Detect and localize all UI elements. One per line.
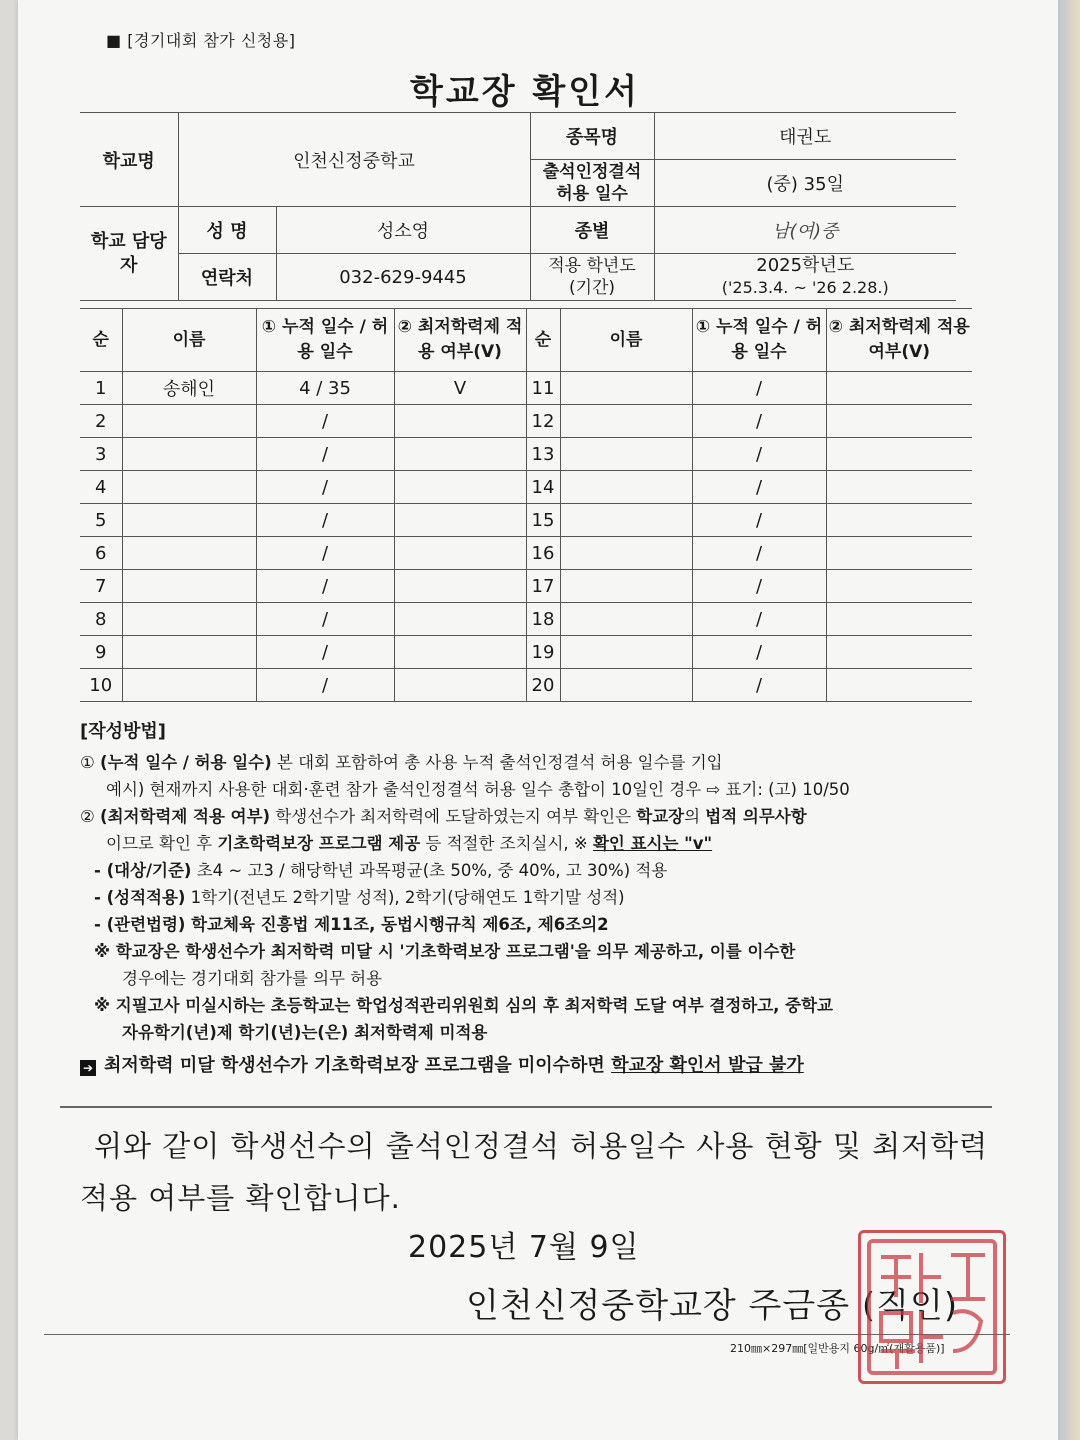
instruction-1 xyxy=(80,749,990,776)
item-2-number: ② xyxy=(80,807,95,826)
row-number: 4 xyxy=(80,471,122,504)
paper-spec: 210㎜×297㎜[일반용지 60g/㎡(재활용품)] xyxy=(730,1342,945,1355)
sub-target-label: - (대상/기준) xyxy=(94,861,192,880)
min-academic-check xyxy=(394,636,526,669)
min-academic-check xyxy=(826,504,972,537)
manager-label: 학교 담당자 xyxy=(80,207,178,301)
absence-days: / xyxy=(256,570,394,603)
note-2-line-1: ※ 지필고사 미실시하는 초등학교는 학업성적관리위원회 심의 후 최저학력 도달 여부 결정하고, 중학교 xyxy=(94,996,833,1015)
row-number: 19 xyxy=(526,636,560,669)
manager-name-value: 성소영 xyxy=(276,207,530,254)
row-number: 12 xyxy=(526,405,560,438)
student-name xyxy=(560,669,692,702)
row-number: 20 xyxy=(526,669,560,702)
background-edge xyxy=(1058,0,1080,1440)
header-min-right: ② 최저학력제 적용 여부(V) xyxy=(826,309,972,372)
min-academic-check xyxy=(826,438,972,471)
statement-line-1: 위와 같이 학생선수의 출석인정결석 허용일수 사용 현황 및 최저학력 xyxy=(94,1129,989,1163)
instructions xyxy=(80,718,990,1079)
student-name: 송해인 xyxy=(122,372,256,405)
student-name xyxy=(560,537,692,570)
issuance-notice xyxy=(80,1052,990,1079)
gender-label: 종별 xyxy=(530,207,654,254)
row-number: 1 xyxy=(80,372,122,405)
row-number: 5 xyxy=(80,504,122,537)
year-period: ('25.3.4. ~ '26 2.28.) xyxy=(721,278,889,297)
row-number: 18 xyxy=(526,603,560,636)
row-number: 13 xyxy=(526,438,560,471)
min-academic-check xyxy=(826,570,972,603)
note-1-line-2: 경우에는 경기대회 참가를 의무 허용 xyxy=(122,969,383,988)
header-days-right: ① 누적 일수 / 허용 일수 xyxy=(692,309,826,372)
header-no-left: 순 xyxy=(80,309,122,372)
roster-table xyxy=(80,308,972,702)
notice-underlined: 학교장 확인서 발급 불가 xyxy=(611,1055,804,1076)
min-academic-check xyxy=(826,372,972,405)
student-name xyxy=(560,471,692,504)
gender-value: 남(여)중 xyxy=(654,207,956,254)
student-name xyxy=(560,405,692,438)
absence-days: / xyxy=(256,636,394,669)
row-number: 9 xyxy=(80,636,122,669)
student-name xyxy=(560,504,692,537)
student-name xyxy=(560,438,692,471)
table-row xyxy=(80,405,972,438)
row-number: 7 xyxy=(80,570,122,603)
absence-days: / xyxy=(692,537,826,570)
min-academic-check xyxy=(826,603,972,636)
sub-law-text: 학교체육 진흥법 제11조, 동법시행규칙 제6조, 제6조의2 xyxy=(185,915,609,934)
statement-line-2: 적용 여부를 확인합니다. xyxy=(80,1181,401,1215)
student-name xyxy=(560,570,692,603)
sub-target-text: 초4 ~ 고3 / 해당학년 과목평균(초 50%, 중 40%, 고 30%) 적용 xyxy=(191,861,668,880)
min-academic-check xyxy=(394,669,526,702)
form-note: ■ [경기대회 참가 신청용] xyxy=(106,31,296,50)
year-label: 적용 학년도 (기간) xyxy=(530,254,654,301)
min-academic-check xyxy=(826,636,972,669)
confirmation-statement xyxy=(80,1120,1000,1224)
allow-days-label: 출석인정결석 허용 일수 xyxy=(530,160,654,207)
allow-days-value: (중) 35일 xyxy=(654,160,956,207)
absence-days: / xyxy=(692,471,826,504)
official-seal xyxy=(858,1230,1006,1384)
info-table xyxy=(80,112,956,301)
principal-signature: 인천신정중학교장 주금종 (직인) xyxy=(466,1286,959,1326)
header-name-left: 이름 xyxy=(122,309,256,372)
student-name xyxy=(122,504,256,537)
table-row xyxy=(80,372,972,405)
student-name xyxy=(560,636,692,669)
absence-days: / xyxy=(256,504,394,537)
absence-days: / xyxy=(692,405,826,438)
row-number: 17 xyxy=(526,570,560,603)
table-row xyxy=(80,570,972,603)
item-2-line2-c: 등 적절한 조치실시, ※ xyxy=(420,834,593,853)
sub-law-label: - (관련법령) xyxy=(94,915,186,934)
min-academic-check xyxy=(394,405,526,438)
min-academic-check xyxy=(394,570,526,603)
student-name xyxy=(560,372,692,405)
item-2-line2-program: 기초학력보장 프로그램 제공 xyxy=(217,834,421,853)
item-2-principal: 학교장 xyxy=(636,807,685,826)
min-academic-check xyxy=(826,537,972,570)
instructions-title: [작성방법] xyxy=(80,721,167,742)
roster-body xyxy=(80,372,972,702)
min-academic-check xyxy=(826,471,972,504)
row-number: 11 xyxy=(526,372,560,405)
manager-name-label: 성 명 xyxy=(178,207,276,254)
table-row xyxy=(80,603,972,636)
header-min-left: ② 최저학력제 적용 여부(V) xyxy=(394,309,526,372)
item-1-text: 본 대회 포함하여 총 사용 누적 출석인정결석 허용 일수를 기입 xyxy=(271,753,723,772)
item-2-check-mark-note: 확인 표시는 "v" xyxy=(592,834,713,853)
min-academic-check xyxy=(826,669,972,702)
absence-days: / xyxy=(256,438,394,471)
student-name xyxy=(122,603,256,636)
absence-days: / xyxy=(692,603,826,636)
student-name xyxy=(122,537,256,570)
min-academic-check xyxy=(394,471,526,504)
student-name xyxy=(122,471,256,504)
min-academic-check xyxy=(394,537,526,570)
table-row xyxy=(80,504,972,537)
school-label: 학교명 xyxy=(80,113,178,207)
school-value: 인천신정중학교 xyxy=(178,113,530,207)
absence-days: / xyxy=(256,603,394,636)
note-1-line-1: ※ 학교장은 학생선수가 최저학력 미달 시 '기초학력보장 프로그램'을 의무 제공하고, 이를 이수한 xyxy=(94,942,796,961)
absence-days: / xyxy=(692,636,826,669)
sub-law xyxy=(80,911,990,938)
sub-grade-label: - (성적적용) xyxy=(94,888,186,907)
row-number: 8 xyxy=(80,603,122,636)
absence-days: / xyxy=(692,372,826,405)
divider-top xyxy=(60,1106,992,1108)
student-name xyxy=(560,603,692,636)
roster-header-row xyxy=(80,309,972,372)
absence-days: / xyxy=(692,438,826,471)
student-name xyxy=(122,570,256,603)
sub-grade xyxy=(80,884,990,911)
row-number: 2 xyxy=(80,405,122,438)
item-2-line2-a: 이므로 확인 후 xyxy=(106,834,218,853)
year-value: 2025학년도 xyxy=(756,255,855,276)
student-name xyxy=(122,669,256,702)
absence-days: / xyxy=(692,570,826,603)
student-name xyxy=(122,438,256,471)
year-cell xyxy=(654,254,956,301)
table-row xyxy=(80,669,972,702)
min-academic-check xyxy=(826,405,972,438)
header-days-left: ① 누적 일수 / 허용 일수 xyxy=(256,309,394,372)
note-2-line-2: 자유학기(년)제 학기(년)는(은) 최저학력제 미적용 xyxy=(122,1023,488,1042)
row-number: 3 xyxy=(80,438,122,471)
item-1-heading: (누적 일수 / 허용 일수) xyxy=(100,753,272,772)
instruction-1-example: 예시) 현재까지 사용한 대회·훈련 참가 출석인정결석 허용 일수 총합이 10일인 경우 ⇨ 표기: (고) 10/50 xyxy=(106,780,850,799)
table-row xyxy=(80,438,972,471)
table-row xyxy=(80,636,972,669)
header-name-right: 이름 xyxy=(560,309,692,372)
document-title: 학교장 확인서 xyxy=(410,72,640,112)
row-number: 14 xyxy=(526,471,560,504)
item-1-number: ① xyxy=(80,753,95,772)
sub-target xyxy=(80,857,990,884)
issue-date: 2025년 7월 9일 xyxy=(408,1230,640,1265)
sub-grade-text: 1학기(전년도 2학기말 성적), 2학기(당해연도 1학기말 성적) xyxy=(185,888,625,907)
instruction-2 xyxy=(80,803,990,830)
absence-days: / xyxy=(256,537,394,570)
min-academic-check: V xyxy=(394,372,526,405)
contact-value: 032-629-9445 xyxy=(276,254,530,301)
header-no-right: 순 xyxy=(526,309,560,372)
row-number: 6 xyxy=(80,537,122,570)
contact-label: 연락처 xyxy=(178,254,276,301)
item-2-legal-duty: 법적 의무사항 xyxy=(705,807,807,826)
min-academic-check xyxy=(394,438,526,471)
row-number: 10 xyxy=(80,669,122,702)
table-row xyxy=(80,537,972,570)
instruction-2-line2 xyxy=(80,830,990,857)
item-2-heading: (최저학력제 적용 여부) xyxy=(100,807,271,826)
min-academic-check xyxy=(394,504,526,537)
absence-days: / xyxy=(256,669,394,702)
arrow-box-icon: ➔ xyxy=(80,1060,96,1076)
student-name xyxy=(122,405,256,438)
item-2-text-a: 학생선수가 최저학력에 도달하였는지 여부 확인은 xyxy=(270,807,637,826)
row-number: 15 xyxy=(526,504,560,537)
absence-days: / xyxy=(692,504,826,537)
item-2-text-b: 의 xyxy=(684,807,706,826)
min-academic-check xyxy=(394,603,526,636)
row-number: 16 xyxy=(526,537,560,570)
student-name xyxy=(122,636,256,669)
notice-text: 최저학력 미달 학생선수가 기초학력보장 프로그램을 미이수하면 xyxy=(104,1055,612,1076)
event-value: 태권도 xyxy=(654,113,956,160)
absence-days: / xyxy=(692,669,826,702)
absence-days: / xyxy=(256,471,394,504)
table-row xyxy=(80,471,972,504)
absence-days: / xyxy=(256,405,394,438)
absence-days: 4 / 35 xyxy=(256,372,394,405)
event-label: 종목명 xyxy=(530,113,654,160)
seal-stamp-icon xyxy=(861,1233,1003,1381)
